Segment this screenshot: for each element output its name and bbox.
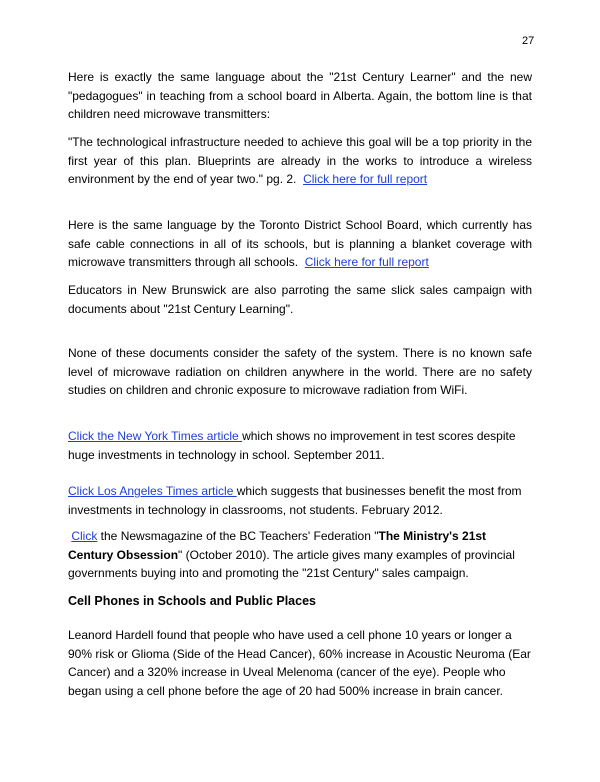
quote-text: "The technological infrastructure needed to achieve this goal will be a top priority in the first year of this plan. Blueprints are already in the works to introduce a wireless environment by the end of year two." pg. 2. <box>68 135 532 186</box>
full-report-link-2[interactable]: Click here for full report <box>304 255 429 269</box>
toronto-text: Here is the same language by the Toronto District School Board, which currently has safe cable connections in all of its schools, but is planning a blanket coverage with microwave transmitters through all schools. <box>68 218 532 269</box>
nyt-article-link[interactable]: Click the New York Times article <box>68 429 243 443</box>
lat-article-link[interactable]: Click Los Angeles Times article <box>68 484 237 498</box>
lat-text: which suggests that businesses benefit the most from investments in technology in classrooms, not students. February 2012. <box>68 484 522 517</box>
paragraph-lat <box>68 482 532 519</box>
paragraph-safety: None of these documents consider the safety of the system. There is no known safe level of microwave radiation on children anywhere in the world. There are no safety studies on children and chronic exposure to microwave radiation from WiFi. <box>68 346 532 397</box>
full-report-link-1[interactable]: Click here for full report <box>303 172 428 186</box>
paragraph-new-brunswick: Educators in New Brunswick are also parroting the same slick sales campaign with documents about "21st Century Learning". <box>68 283 532 316</box>
section-heading: Cell Phones in Schools and Public Places <box>68 594 316 608</box>
bctf-text-a: the Newsmagazine of the BC Teachers' Federation " <box>97 529 379 543</box>
paragraph-hardell: Leanord Hardell found that people who have used a cell phone 10 years or longer a 90% risk or Glioma (Side of the Head Cancer), 60% increase in Acoustic Neuroma (Ear Cancer) and a 320% increase in Uveal Melenoma (cancer of the eye). People who began using a cell phone before the age of 20 had 500% increase in brain cancer. <box>68 628 531 698</box>
paragraph-alberta: Here is exactly the same language about the "21st Century Learner" and the new "pedagogues" in teaching from a school board in Alberta. Again, the bottom line is that children need microwave transmitters: <box>68 70 532 121</box>
bctf-text-b: " (October 2010). The article gives many examples of provincial governments buying into and promoting the "21st Century" sales campaign. <box>68 547 515 580</box>
paragraph-toronto <box>68 216 532 272</box>
page-number: 27 <box>522 35 535 47</box>
bctf-link[interactable]: Click <box>71 529 98 543</box>
nyt-text: which shows no improvement in test scores despite huge investments in technology in school. September 2011. <box>68 429 516 462</box>
bctf-article-title: The Ministry's 21st Century Obsession <box>68 529 487 562</box>
paragraph-nyt <box>68 427 532 464</box>
paragraph-bctf <box>68 527 532 583</box>
paragraph-alberta-quote <box>68 133 532 189</box>
